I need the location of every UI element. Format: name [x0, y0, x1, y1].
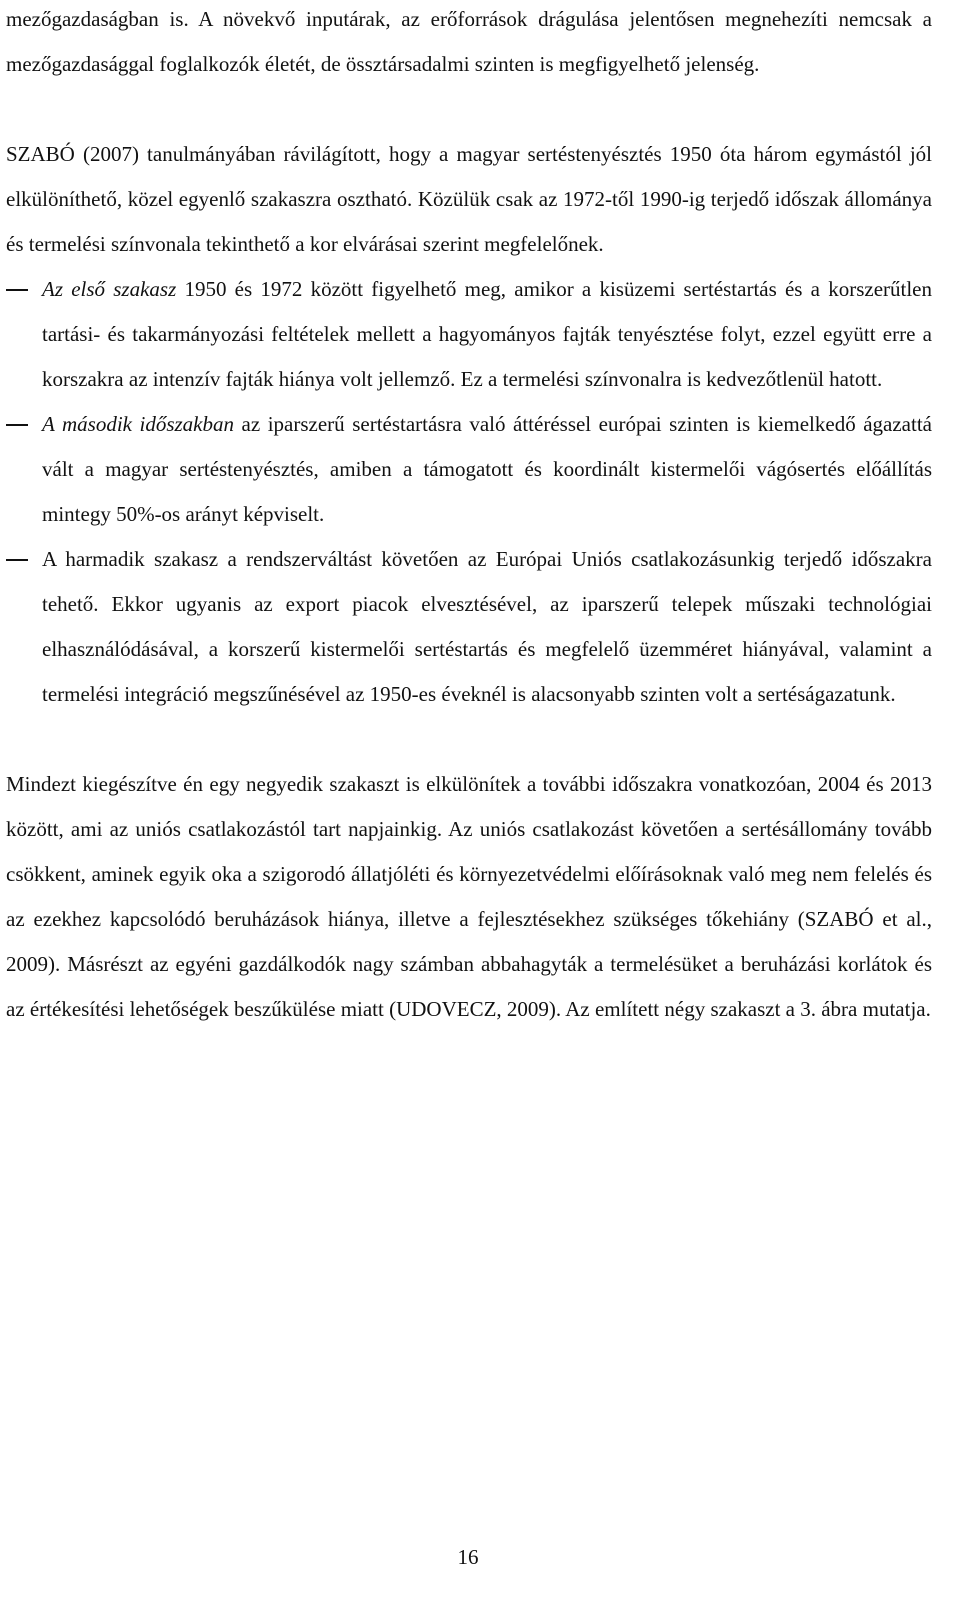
dash-bullet-icon: [6, 289, 28, 291]
list-item-emphasis: A második időszakban: [42, 412, 235, 436]
dash-bullet-icon: [6, 559, 28, 561]
list-item-text: az iparszerű sertéstartásra való áttéréssel európai szinten is kiemelkedő ágazattá vált a magyar sertéstenyésztés, amiben a támogatott és koordinált kistermelői vágósertés előállítás mintegy 50%-os arányt képviselt.: [42, 412, 932, 526]
paragraph-intro: mezőgazdaságban is. A növekvő inputárak, az erőforrások drágulása jelentősen megnehezíti nemcsak a mezőgazdasággal foglalkozók életét, de össztársadalmi szinten is megfigyelhető jelenség.: [6, 7, 932, 76]
page-number: 16: [457, 1545, 479, 1569]
list-item-third-period: [6, 537, 932, 717]
document-page: [6, 0, 932, 1032]
list-item-text: A harmadik szakasz a rendszerváltást követően az Európai Uniós csatlakozásunkig terjedő időszakra tehető. Ekkor ugyanis az export piacok elvesztésével, az iparszerű telepek műszaki technológiai elhasználódásával, a korszerű kistermelői sertéstartás és megfelelő üzemméret hiányával, valamint a termelési integráció megszűnésével az 1950-es éveknél is alacsonyabb szinten volt a sertéságazatunk.: [42, 547, 932, 706]
list-item-second-period: [6, 402, 932, 537]
dash-bullet-icon: [6, 424, 28, 426]
list-item-first-period: [6, 267, 932, 402]
list-item-text: 1950 és 1972 között figyelhető meg, amikor a kisüzemi sertéstartás és a korszerűtlen tartási- és takarmányozási feltételek mellett a hagyományos fajták tenyésztése folyt, ezzel együtt erre a korszakra az intenzív fajták hiánya volt jellemző. Ez a termelési színvonalra is kedvezőtlenül hatott.: [42, 277, 933, 391]
paragraph-szabo-periods: SZABÓ (2007) tanulmányában rávilágított, hogy a magyar sertéstenyésztés 1950 óta három egymástól jól elkülöníthető, közel egyenlő szakaszra osztható. Közülük csak az 1972-től 1990-ig terjedő időszak állománya és termelési színvonala tekinthető a kor elvárásai szerint megfelelőnek.: [6, 142, 932, 256]
period-list: [6, 267, 932, 717]
list-item-emphasis: Az első szakasz: [42, 277, 177, 301]
paragraph-fourth-period: Mindezt kiegészítve én egy negyedik szakaszt is elkülönítek a további időszakra vonatkozóan, 2004 és 2013 között, ami az uniós csatlakozástól tart napjainkig. Az uniós csatlakozást követően a sertésállomány tovább csökkent, aminek egyik oka a szigorodó állatjóléti és környezetvédelmi előírásoknak való meg nem felelés és az ezekhez kapcsolódó beruházások hiánya, illetve a fejlesztésekhez szükséges tőkehiány (SZABÓ et al., 2009). Másrészt az egyéni gazdálkodók nagy számban abbahagyták a termelésüket a beruházási korlátok és az értékesítési lehetőségek beszűkülése miatt (UDOVECZ, 2009). Az említett négy szakaszt a 3. ábra mutatja.: [6, 772, 932, 1021]
